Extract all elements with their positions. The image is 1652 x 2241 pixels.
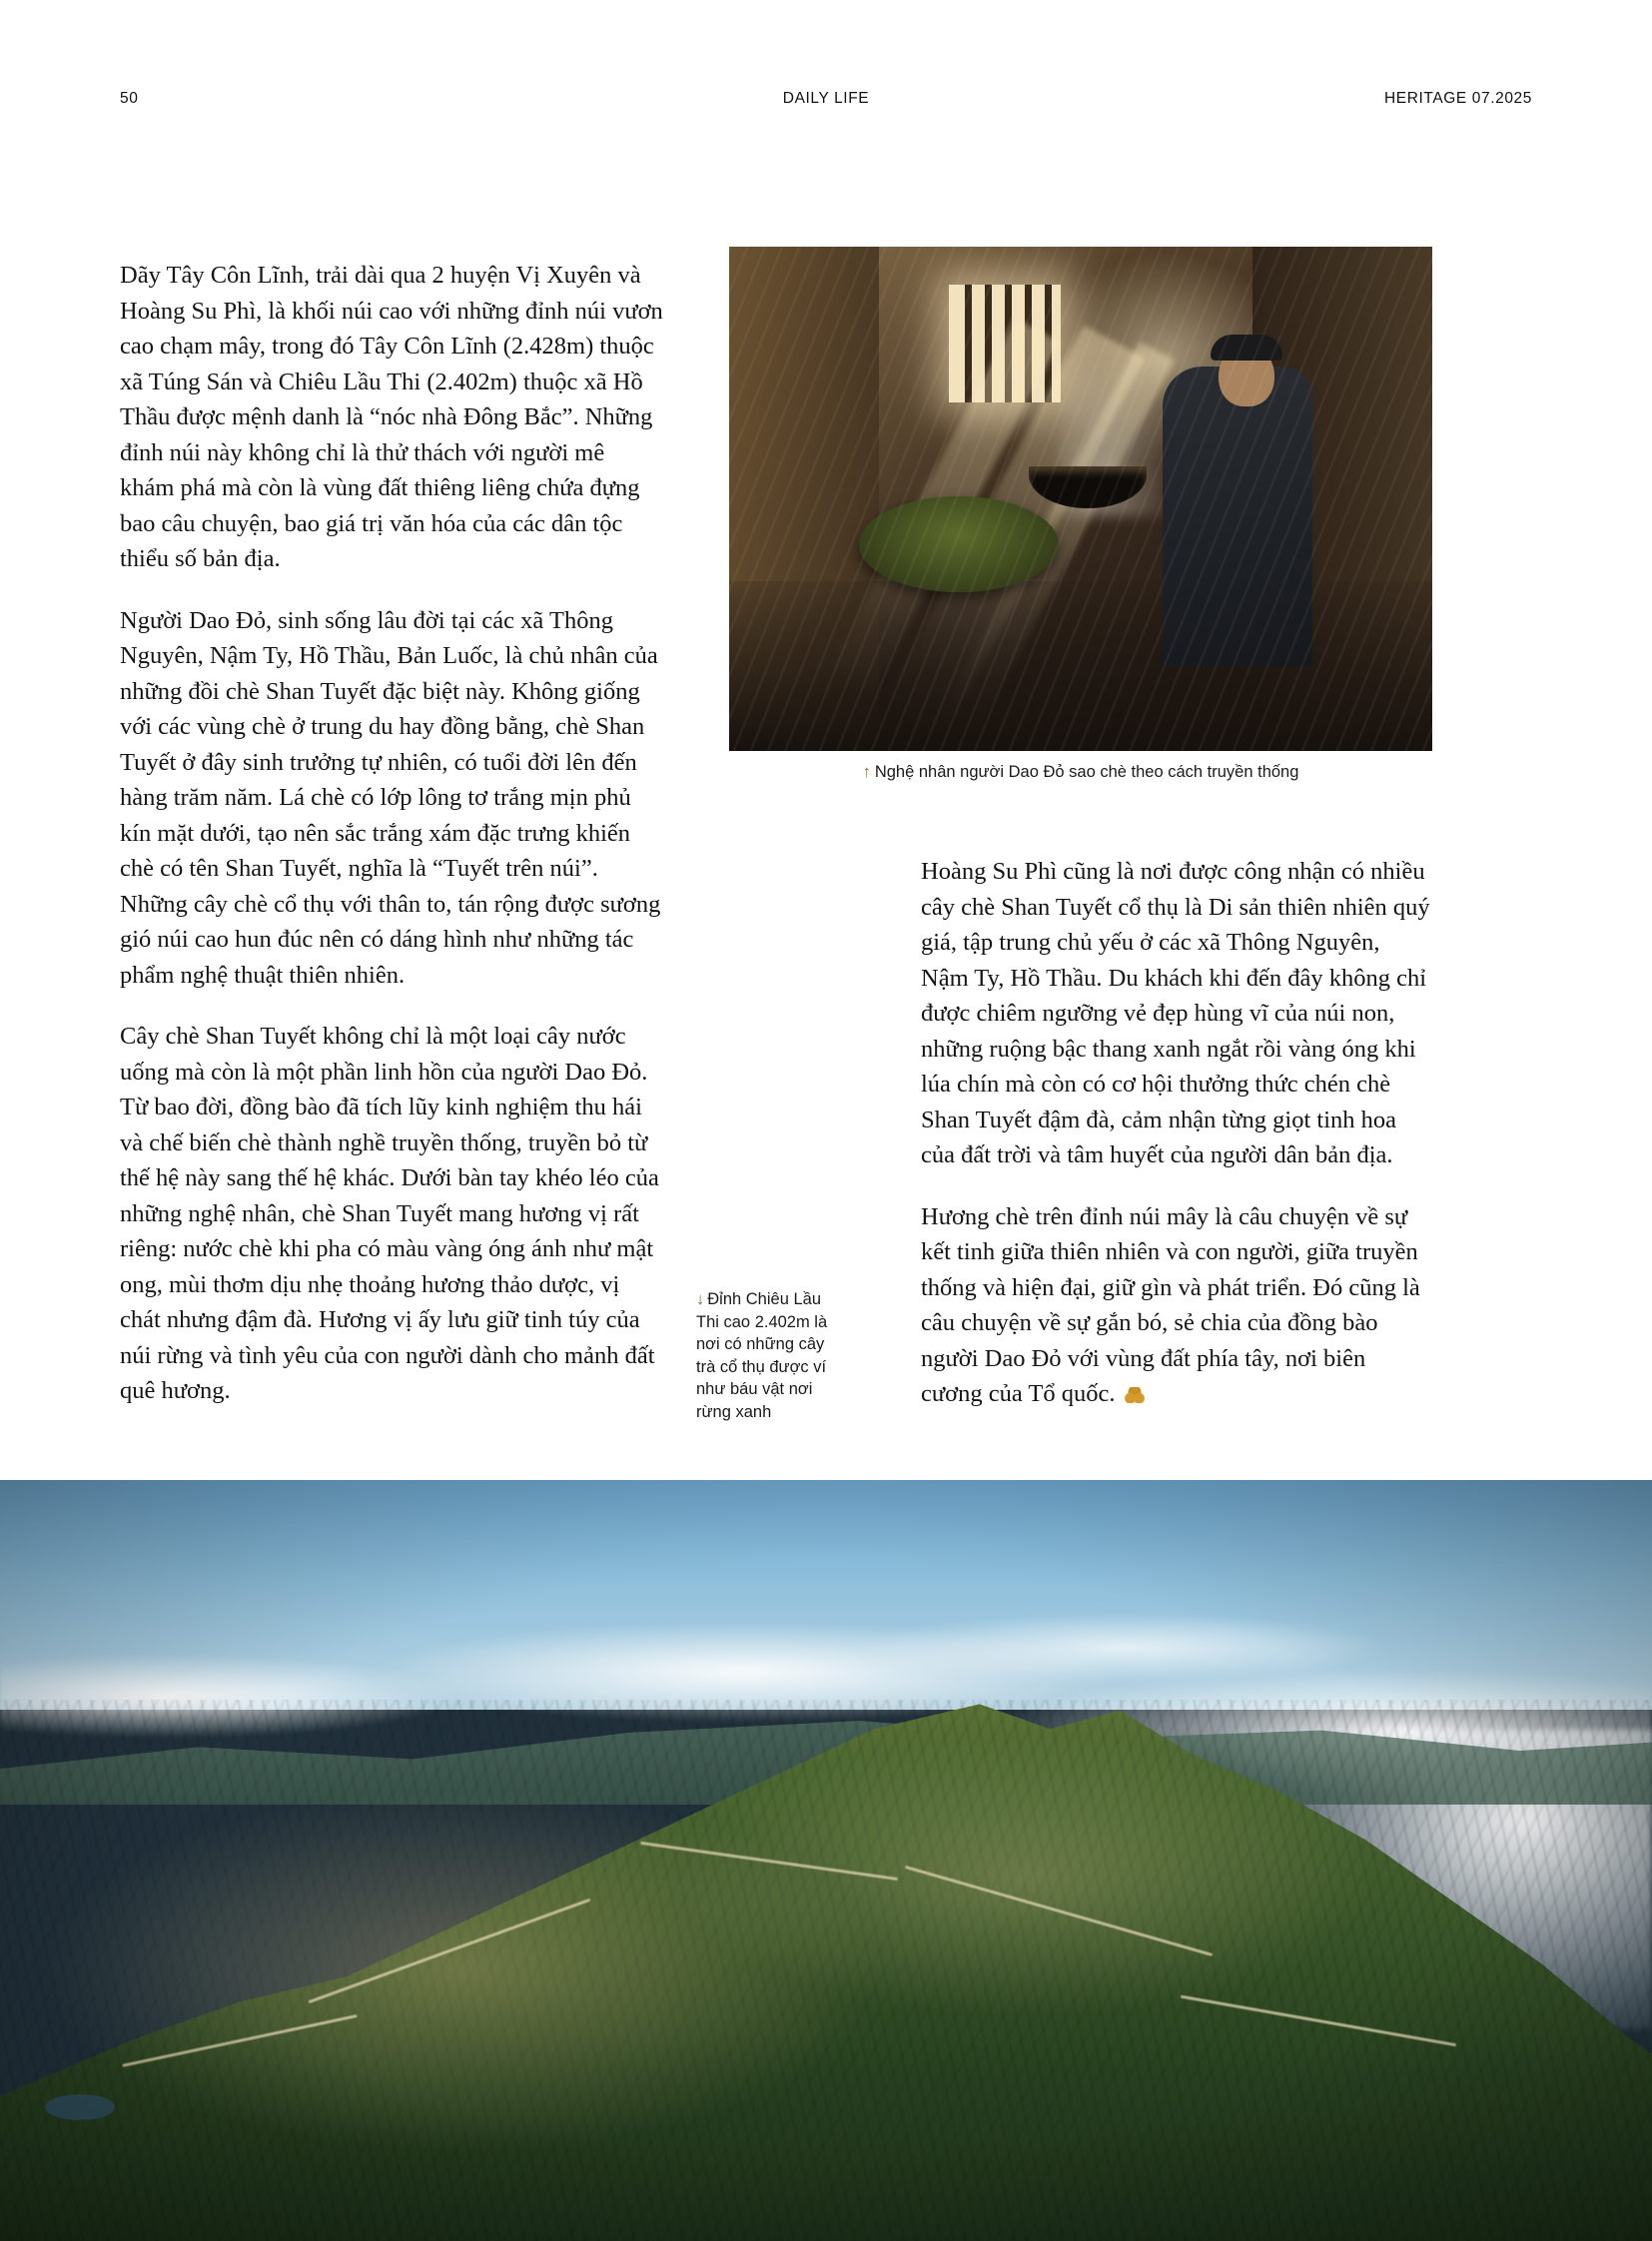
arrow-up-icon: ↑ [862, 763, 871, 781]
photo-grain-overlay [729, 247, 1432, 751]
caption-side [696, 1288, 846, 1423]
arrow-down-icon: ↓ [696, 1290, 705, 1308]
text-column-left [120, 258, 664, 1409]
page-number: 50 [120, 90, 139, 107]
paragraph-text: Hương chè trên đỉnh núi mây là câu chuyện về sự kết tinh giữa thiên nhiên và con người, giữa truyền thống và hiện đại, giữ gìn và phát triển. Đó cũng là câu chuyện về sự gắn bó, sẻ chia của đồng bào người Dao Đỏ với vùng đất phía tây, nơi biên cương của Tổ quốc. [921, 1202, 1420, 1407]
photo-artisan-roasting-tea [729, 247, 1432, 751]
caption-top [729, 761, 1432, 783]
issue-label: HERITAGE 07.2025 [1383, 90, 1532, 107]
photo-vignette [0, 1480, 1652, 2241]
caption-side-text: Đỉnh Chiêu Lầu Thi cao 2.402m là nơi có những cây trà cổ thụ được ví như báu vật nơi rừng xanh [696, 1290, 828, 1421]
text-column-right [921, 854, 1432, 1412]
paragraph: Cây chè Shan Tuyết không chỉ là một loại cây nước uống mà còn là một phần linh hồn của người Dao Đỏ. Từ bao đời, đồng bào đã tích lũy kinh nghiệm thu hái và chế biến chè thành nghề truyền thống, truyền bỏ từ thế hệ này sang thế hệ khác. Dưới bàn tay khéo léo của những nghệ nhân, chè Shan Tuyết mang hương vị rất riêng: nước chè khi pha có màu vàng óng ánh như mật ong, mùi thơm dịu nhẹ thoảng hương thảo dược, vị chát nhưng đậm đà. Hương vị ấy lưu giữ tinh túy của núi rừng và tình yêu của con người dành cho mảnh đất quê hương. [120, 1023, 659, 1404]
photo-mountain-landscape [0, 1480, 1652, 2241]
running-head [120, 90, 1532, 110]
end-mark-icon [1124, 1387, 1146, 1403]
paragraph: Người Dao Đỏ, sinh sống lâu đời tại các xã Thông Nguyên, Nậm Ty, Hồ Thầu, Bản Luốc, là chủ nhân của những đồi chè Shan Tuyết đặc biệt này. Không giống với các vùng chè ở trung du hay đồng bằng, chè Shan Tuyết ở đây sinh trưởng tự nhiên, có tuổi đời lên đến hàng trăm năm. Lá chè có lớp lông tơ trắng mịn phủ kín mặt dưới, tạo nên sắc trắng xám đặc trưng khiến chè có tên Shan Tuyết, nghĩa là “Tuyết trên núi”. Những cây chè cổ thụ với thân to, tán rộng được sương gió núi cao hun đúc nên có dáng hình như những tác phẩm nghệ thuật thiên nhiên. [120, 606, 661, 989]
caption-top-text: Nghệ nhân người Dao Đỏ sao chè theo cách truyền thống [874, 763, 1299, 781]
paragraph [921, 1199, 1432, 1412]
paragraph: Dãy Tây Côn Lĩnh, trải dài qua 2 huyện Vị Xuyên và Hoàng Su Phì, là khối núi cao với những đỉnh núi vươn cao chạm mây, trong đó Tây Côn Lĩnh (2.428m) thuộc xã Túng Sán và Chiêu Lầu Thi (2.402m) thuộc xã Hồ Thầu được mệnh danh là “nóc nhà Đông Bắc”. Những đỉnh núi này không chỉ là thử thách với người mê khám phá mà còn là vùng đất thiêng liêng chứa đựng bao câu chuyện, bao giá trị văn hóa của các dân tộc thiểu số bản địa. [120, 262, 663, 572]
section-title: DAILY LIFE [782, 90, 870, 107]
paragraph: Hoàng Su Phì cũng là nơi được công nhận có nhiều cây chè Shan Tuyết cổ thụ là Di sản thiên nhiên quý giá, tập trung chủ yếu ở các xã Thông Nguyên, Nậm Ty, Hồ Thầu. Du khách khi đến đây không chỉ được chiêm ngưỡng vẻ đẹp hùng vĩ của núi non, những ruộng bậc thang xanh ngắt rồi vàng óng khi lúa chín mà còn có cơ hội thưởng thức chén chè Shan Tuyết đậm đà, cảm nhận từng giọt tinh hoa của đất trời và tâm huyết của người dân bản địa. [921, 858, 1430, 1168]
